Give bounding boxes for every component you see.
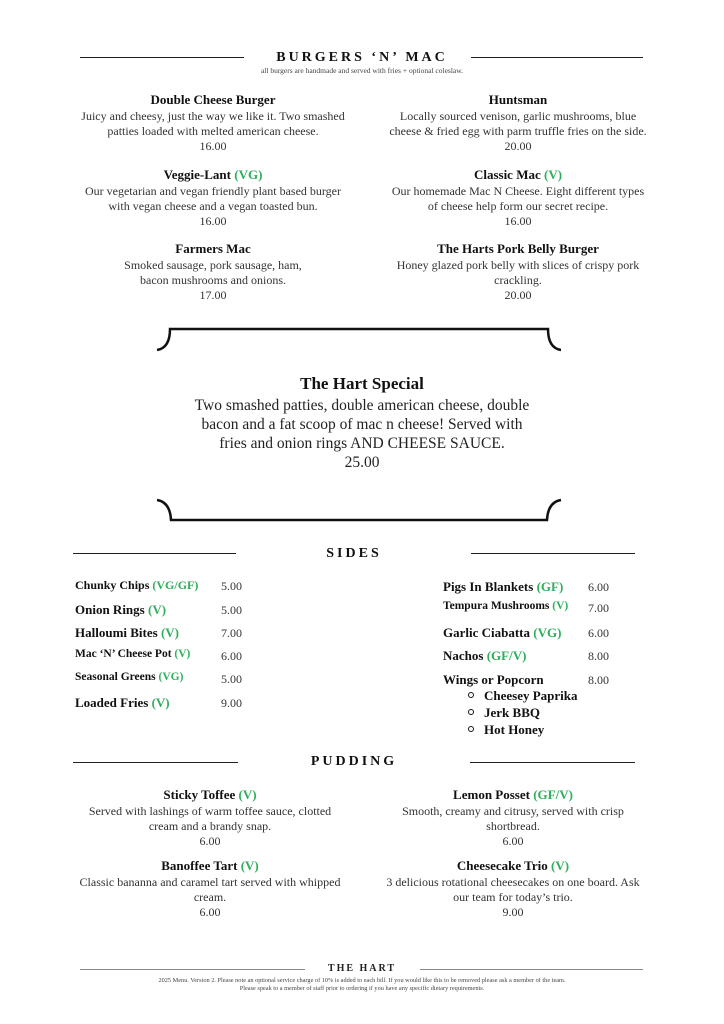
side-item <box>443 648 526 664</box>
special-desc-line: Two smashed patties, double american cheese, double <box>194 397 530 414</box>
item-desc-line: patties loaded with melted american cheese. <box>107 124 319 138</box>
menu-item <box>363 786 663 849</box>
flavour-option: Cheesey Paprika <box>484 688 578 703</box>
side-item <box>443 625 561 641</box>
side-name: Tempura Mushrooms <box>443 600 550 612</box>
diet-tag: (VG) <box>533 625 562 640</box>
item-title <box>363 786 663 804</box>
side-price: 6.00 <box>588 626 609 640</box>
item-name: Classic Mac <box>473 167 541 182</box>
diet-tag: (V) <box>544 167 563 182</box>
item-desc-line: bacon mushrooms and onions. <box>140 273 286 287</box>
diet-tag: (V) <box>147 602 167 617</box>
item-desc-line: Our vegetarian and vegan friendly plant based burger <box>84 184 341 198</box>
side-item <box>75 695 170 711</box>
item-desc-line: 3 delicious rotational cheesecakes on one board. Ask <box>386 875 640 889</box>
side-price: 5.00 <box>221 672 242 686</box>
diet-tag: (V) <box>160 625 179 640</box>
side-name: Pigs In Blankets <box>443 579 534 594</box>
special-desc-line: bacon and a fat scoop of mac n cheese! Served with <box>201 416 523 433</box>
side-item <box>75 578 198 593</box>
side-name: Mac ‘N’ Cheese Pot <box>75 648 172 660</box>
side-price: 9.00 <box>221 696 242 710</box>
side-item <box>75 602 166 618</box>
item-name: Lemon Posset <box>453 787 530 802</box>
section-title-burgers: BURGERS ‘N’ MAC <box>276 50 448 65</box>
item-price: 16.00 <box>199 214 227 228</box>
diet-tag: (V) <box>551 858 570 873</box>
item-desc-line: Honey glazed pork belly with slices of crispy pork <box>396 258 640 272</box>
diet-tag: (VG) <box>158 671 184 683</box>
footer-title: THE HART <box>327 963 397 974</box>
item-price: 20.00 <box>504 139 532 153</box>
diet-tag: (GF/V) <box>486 648 527 663</box>
item-price: 16.00 <box>199 139 227 153</box>
item-desc-line: Locally sourced venison, garlic mushrooms, blue <box>399 109 637 123</box>
special-name: The Hart Special <box>300 374 424 393</box>
item-desc-line: Smooth, creamy and citrusy, served with crisp <box>402 804 624 818</box>
footer-note: 2025 Menu. Version 2. Please note an optional service charge of 10% is added to each bill. If you would like this to be removed please ask a member of the team. <box>158 977 566 984</box>
side-item <box>75 625 179 641</box>
side-name: Garlic Ciabatta <box>443 625 531 640</box>
item-price: 20.00 <box>504 288 532 302</box>
side-price: 6.00 <box>221 649 242 663</box>
item-title <box>60 786 360 804</box>
item-name: Farmers Mac <box>175 241 251 256</box>
side-name: Seasonal Greens <box>75 671 156 683</box>
item-desc-line: Juicy and cheesy, just the way we like it. Two smashed <box>81 109 345 123</box>
section-title-sides: SIDES <box>326 546 382 561</box>
side-name: Loaded Fries <box>75 695 149 710</box>
side-price: 7.00 <box>588 601 609 615</box>
side-price: 5.00 <box>221 603 242 617</box>
special-item <box>112 372 612 472</box>
item-desc-line: Smoked sausage, pork sausage, ham, <box>124 258 302 272</box>
item-price: 6.00 <box>199 905 221 919</box>
side-price: 5.00 <box>221 579 242 593</box>
section-title-pudding: PUDDING <box>310 754 398 769</box>
item-desc-line: Our homemade Mac N Cheese. Eight different types <box>391 184 645 198</box>
side-price: 8.00 <box>588 673 609 687</box>
item-price: 16.00 <box>504 214 532 228</box>
side-price: 7.00 <box>221 626 242 640</box>
flavour-option: Jerk BBQ <box>484 705 540 720</box>
item-price: 6.00 <box>199 834 221 848</box>
item-name: Sticky Toffee <box>163 787 236 802</box>
side-item <box>75 671 183 683</box>
side-item <box>443 600 568 612</box>
side-item <box>75 648 190 660</box>
diet-tag: (GF/V) <box>533 787 573 802</box>
menu-item <box>363 857 663 920</box>
footer-note: Please speak to a member of staff prior to ordering if you have any specific dietary requirements. <box>239 985 485 992</box>
item-title <box>363 857 663 875</box>
item-name: Veggie-Lant <box>163 167 231 182</box>
item-desc-line: our team for today’s trio. <box>453 890 573 904</box>
diet-tag: (VG/GF) <box>152 578 199 592</box>
side-name: Chunky Chips <box>75 578 150 592</box>
item-title <box>60 857 360 875</box>
item-desc-line: cream. <box>193 890 227 904</box>
side-item <box>443 579 563 595</box>
menu-item <box>60 857 360 920</box>
item-desc-line: Served with lashings of warm toffee sauce, clotted <box>88 804 332 818</box>
diet-tag: (V) <box>240 858 259 873</box>
special-desc-line: fries and onion rings AND CHEESE SAUCE. <box>219 435 505 452</box>
diet-tag: (V) <box>238 787 257 802</box>
diet-tag: (VG) <box>234 167 263 182</box>
item-desc-line: with vegan cheese and a vegan toasted bun. <box>108 199 318 213</box>
item-name: Cheesecake Trio <box>456 858 548 873</box>
side-item <box>443 672 544 688</box>
item-name: The Harts Pork Belly Burger <box>437 241 599 256</box>
side-name: Wings or Popcorn <box>443 672 544 687</box>
item-price: 17.00 <box>199 288 227 302</box>
item-desc-line: of cheese help form our secret recipe. <box>427 199 609 213</box>
item-price: 9.00 <box>502 905 524 919</box>
item-desc-line: cream and a brandy snap. <box>148 819 272 833</box>
side-name: Onion Rings <box>75 602 145 617</box>
special-price: 25.00 <box>344 454 380 471</box>
diet-tag: (V) <box>151 695 170 710</box>
item-name: Banoffee Tart <box>161 858 238 873</box>
item-name: Double Cheese Burger <box>150 92 276 107</box>
menu-item <box>60 786 360 849</box>
item-desc-line: cheese & fried egg with parm truffle fries on the side. <box>389 124 647 138</box>
item-desc-line: Classic bananna and caramel tart served with whipped <box>79 875 341 889</box>
diet-tag: (V) <box>174 648 191 660</box>
item-desc-line: shortbread. <box>486 819 540 833</box>
side-price: 8.00 <box>588 649 609 663</box>
diet-tag: (GF) <box>536 579 564 594</box>
side-name: Nachos <box>443 648 484 663</box>
item-desc-line: crackling. <box>494 273 542 287</box>
section-subtitle: all burgers are handmade and served with fries + optional coleslaw. <box>260 66 464 75</box>
diet-tag: (V) <box>552 600 569 612</box>
side-price: 6.00 <box>588 580 609 594</box>
item-name: Huntsman <box>488 92 548 107</box>
flavour-option: Hot Honey <box>484 722 545 737</box>
side-name: Halloumi Bites <box>75 625 158 640</box>
item-price: 6.00 <box>502 834 524 848</box>
